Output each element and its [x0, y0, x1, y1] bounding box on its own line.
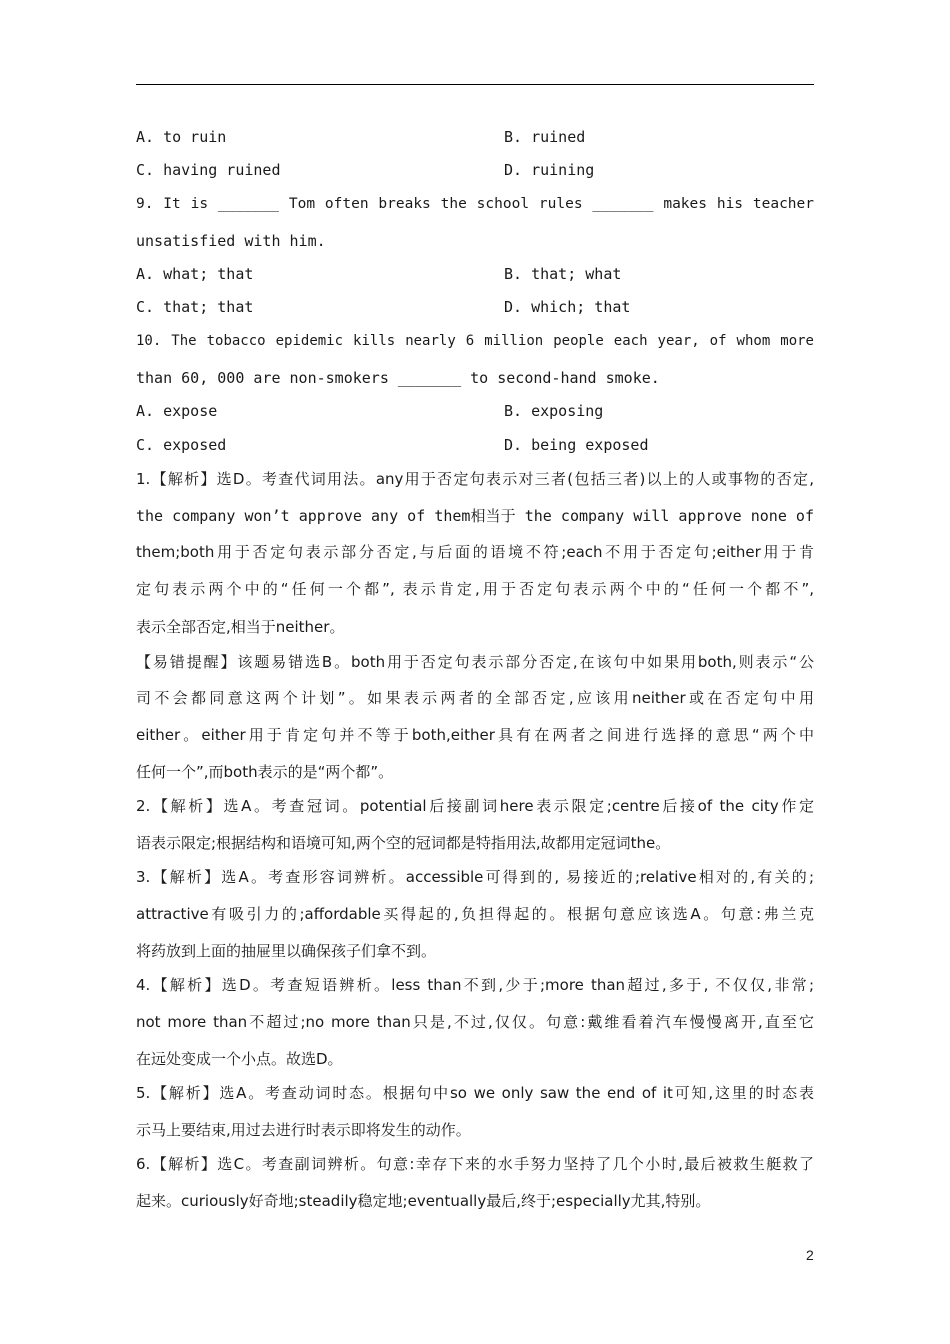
q9-option-a: A. what; that — [136, 265, 254, 283]
q8-option-a: A. to ruin — [136, 128, 227, 146]
q9-option-c: C. that; that — [136, 298, 254, 316]
q10-stem-line1: 10. The tobacco epidemic kills nearly 6 million people each year, of whom more — [136, 333, 814, 349]
q10-option-d: D. being exposed — [504, 436, 649, 454]
q10-option-b: B. exposing — [504, 402, 604, 420]
error-tip-line2: 司不会都同意这两个计划”。如果表示两者的全部否定,应该用neither或在否定句中用 — [136, 689, 814, 707]
q9-stem-line2: unsatisfied with him. — [136, 232, 326, 250]
q9-stem-line1: 9. It is _______ Tom often breaks the school rules _______ makes his teacher — [136, 196, 814, 212]
q9-option-b: B. that; what — [504, 265, 622, 283]
q8-option-d: D. ruining — [504, 161, 595, 179]
error-tip-line3: either。either用于肯定句并不等于both,either具有在两者之间进行选择的意思“两个中 — [136, 726, 814, 744]
answer-6-line1: 6.【解析】选C。考查副词辨析。句意:幸存下来的水手努力坚持了几个小时,最后被救生艇救了 — [136, 1155, 814, 1173]
header-rule — [136, 84, 814, 85]
answer-1-line2: the company won’t approve any of them相当于 the company will approve none of — [136, 507, 814, 525]
page-number: 2 — [806, 1247, 814, 1263]
q10-option-c: C. exposed — [136, 436, 227, 454]
answer-6-line2: 起来。curiously好奇地;steadily稳定地;eventually最后,终于;especially尤其,特别。 — [136, 1192, 711, 1210]
q8-option-b: B. ruined — [504, 128, 586, 146]
answer-4-line3: 在远处变成一个小点。故选D。 — [136, 1050, 343, 1068]
answer-3-line2: attractive有吸引力的;affordable买得起的,负担得起的。根据句意应该选A。句意:弗兰克 — [136, 905, 814, 923]
answer-5-line2: 示马上要结束,用过去进行时表示即将发生的动作。 — [136, 1121, 471, 1139]
q10-option-a: A. expose — [136, 402, 218, 420]
answer-3-line3: 将药放到上面的抽屉里以确保孩子们拿不到。 — [136, 942, 437, 960]
q10-stem-line2: than 60, 000 are non-smokers _______ to second-hand smoke. — [136, 369, 660, 387]
answer-4-line2: not more than不超过;no more than只是,不过,仅仅。句意:戴维看着汽车慢慢离开,直至它 — [136, 1013, 814, 1031]
answer-2-line1: 2.【解析】选A。考查冠词。potential后接副词here表示限定;centre后接of the city作定 — [136, 797, 814, 815]
q9-option-d: D. which; that — [504, 298, 631, 316]
answer-4-line1: 4.【解析】选D。考查短语辨析。less than不到,少于;more than超过,多于, 不仅仅,非常; — [136, 976, 814, 994]
q8-option-c: C. having ruined — [136, 161, 281, 179]
answer-5-line1: 5.【解析】选A。考查动词时态。根据句中so we only saw the end of it可知,这里的时态表 — [136, 1084, 814, 1102]
answer-1-line1: 1.【解析】选D。考查代词用法。any用于否定句表示对三者(包括三者)以上的人或事物的否定, — [136, 470, 814, 488]
answer-3-line1: 3.【解析】选A。考查形容词辨析。accessible可得到的, 易接近的;relative相对的,有关的; — [136, 868, 814, 886]
error-tip-line1: 【易错提醒】该题易错选B。both用于否定句表示部分否定,在该句中如果用both,则表示“公 — [136, 653, 814, 671]
answer-1-line4: 定句表示两个中的“任何一个都”, 表示肯定,用于否定句表示两个中的“任何一个都不”, — [136, 580, 814, 598]
answer-2-line2: 语表示限定;根据结构和语境可知,两个空的冠词都是特指用法,故都用定冠词the。 — [136, 834, 671, 852]
answer-1-line3: them;both用于否定句表示部分否定,与后面的语境不符;each不用于否定句;either用于肯 — [136, 543, 814, 561]
answer-1-line5: 表示全部否定,相当于neither。 — [136, 618, 345, 636]
error-tip-line4: 任何一个”,而both表示的是“两个都”。 — [136, 763, 394, 781]
